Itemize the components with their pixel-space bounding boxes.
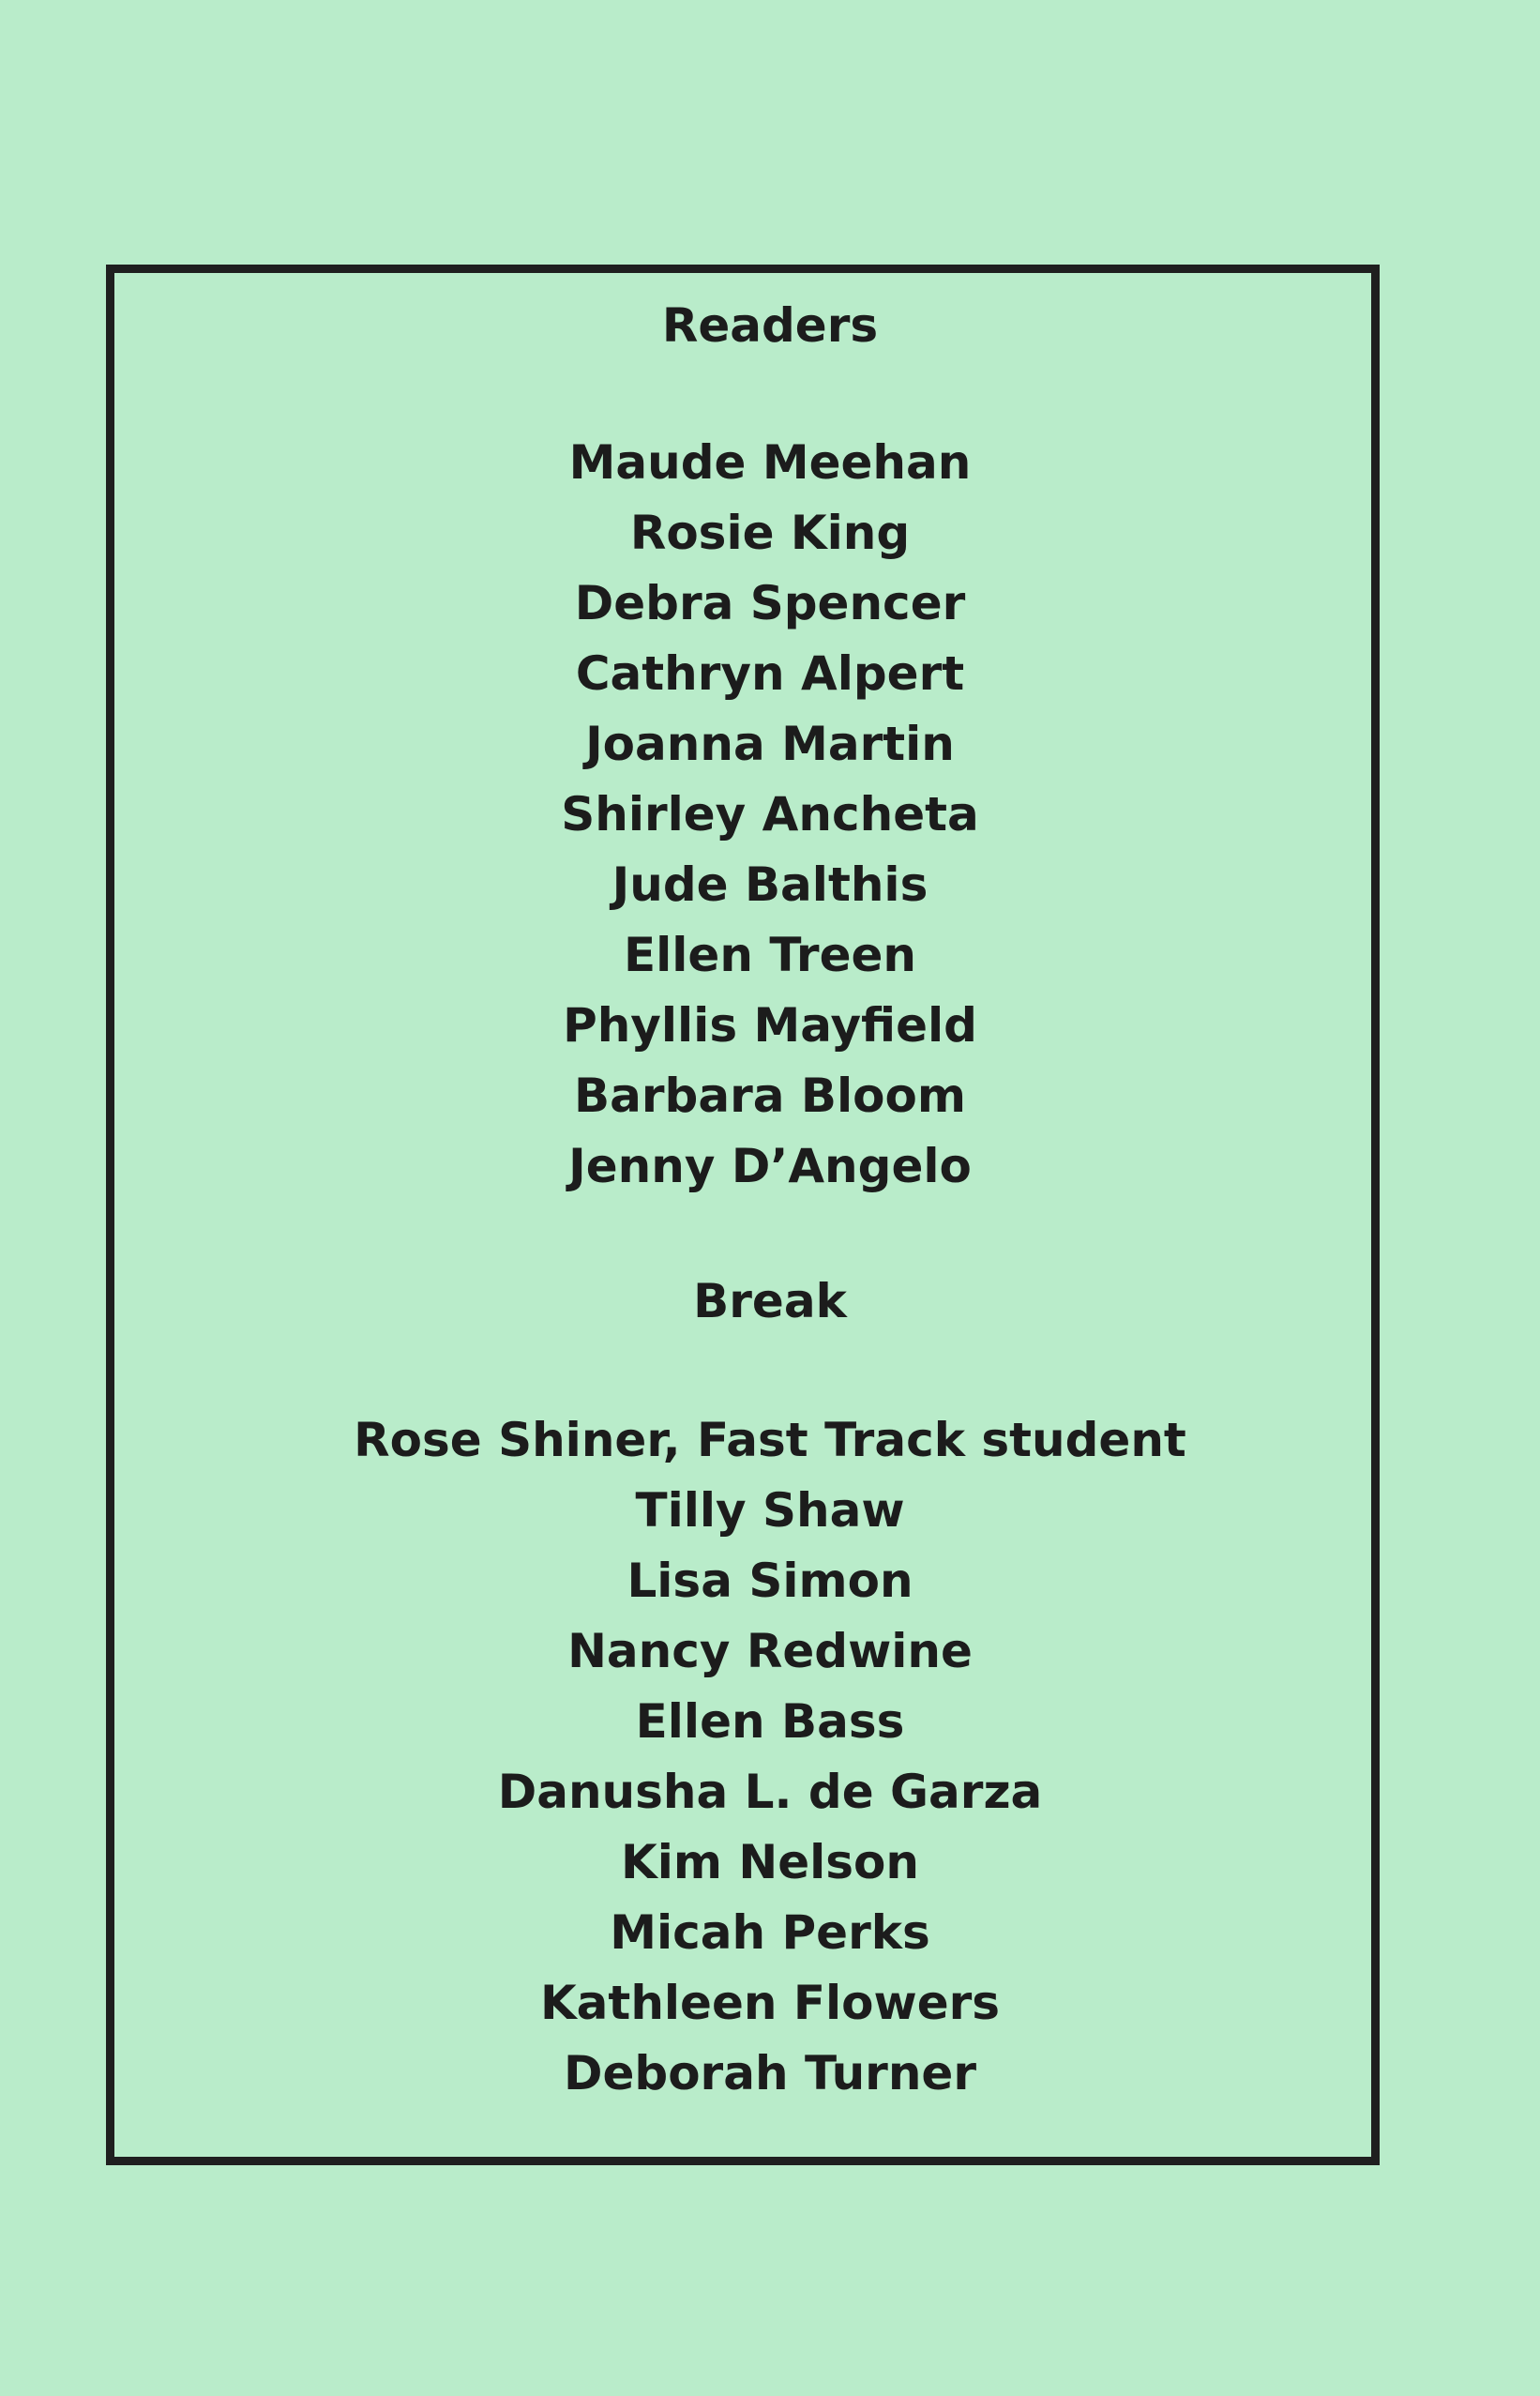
reader-name: Ellen Treen bbox=[623, 928, 917, 982]
reader-name: Micah Perks bbox=[610, 1905, 930, 1960]
reader-name: Maude Meehan bbox=[568, 435, 972, 490]
reader-name: Tilly Shaw bbox=[635, 1483, 905, 1538]
break-label: Break bbox=[693, 1274, 847, 1328]
reader-name: Nancy Redwine bbox=[567, 1624, 973, 1678]
reader-name: Jenny D’Angelo bbox=[568, 1139, 972, 1193]
reader-name: Danusha L. de Garza bbox=[497, 1765, 1043, 1819]
reader-name: Shirley Ancheta bbox=[561, 787, 979, 842]
reader-name: Phyllis Mayfield bbox=[563, 998, 977, 1053]
reader-name: Rosie King bbox=[629, 506, 911, 560]
reader-name: Lisa Simon bbox=[627, 1554, 913, 1608]
reader-name: Ellen Bass bbox=[635, 1694, 905, 1749]
reader-name: Cathryn Alpert bbox=[575, 646, 965, 701]
reader-name: Debra Spencer bbox=[574, 576, 966, 630]
reader-name: Joanna Martin bbox=[585, 717, 955, 771]
reader-name: Deborah Turner bbox=[564, 2046, 976, 2100]
reader-name: Rose Shiner, Fast Track student bbox=[354, 1413, 1186, 1467]
reader-name: Barbara Bloom bbox=[574, 1069, 966, 1123]
reader-name: Jude Balthis bbox=[611, 857, 929, 912]
reader-name: Kathleen Flowers bbox=[539, 1976, 1001, 2030]
readers-heading: Readers bbox=[661, 298, 879, 353]
reader-name: Kim Nelson bbox=[621, 1835, 919, 1889]
